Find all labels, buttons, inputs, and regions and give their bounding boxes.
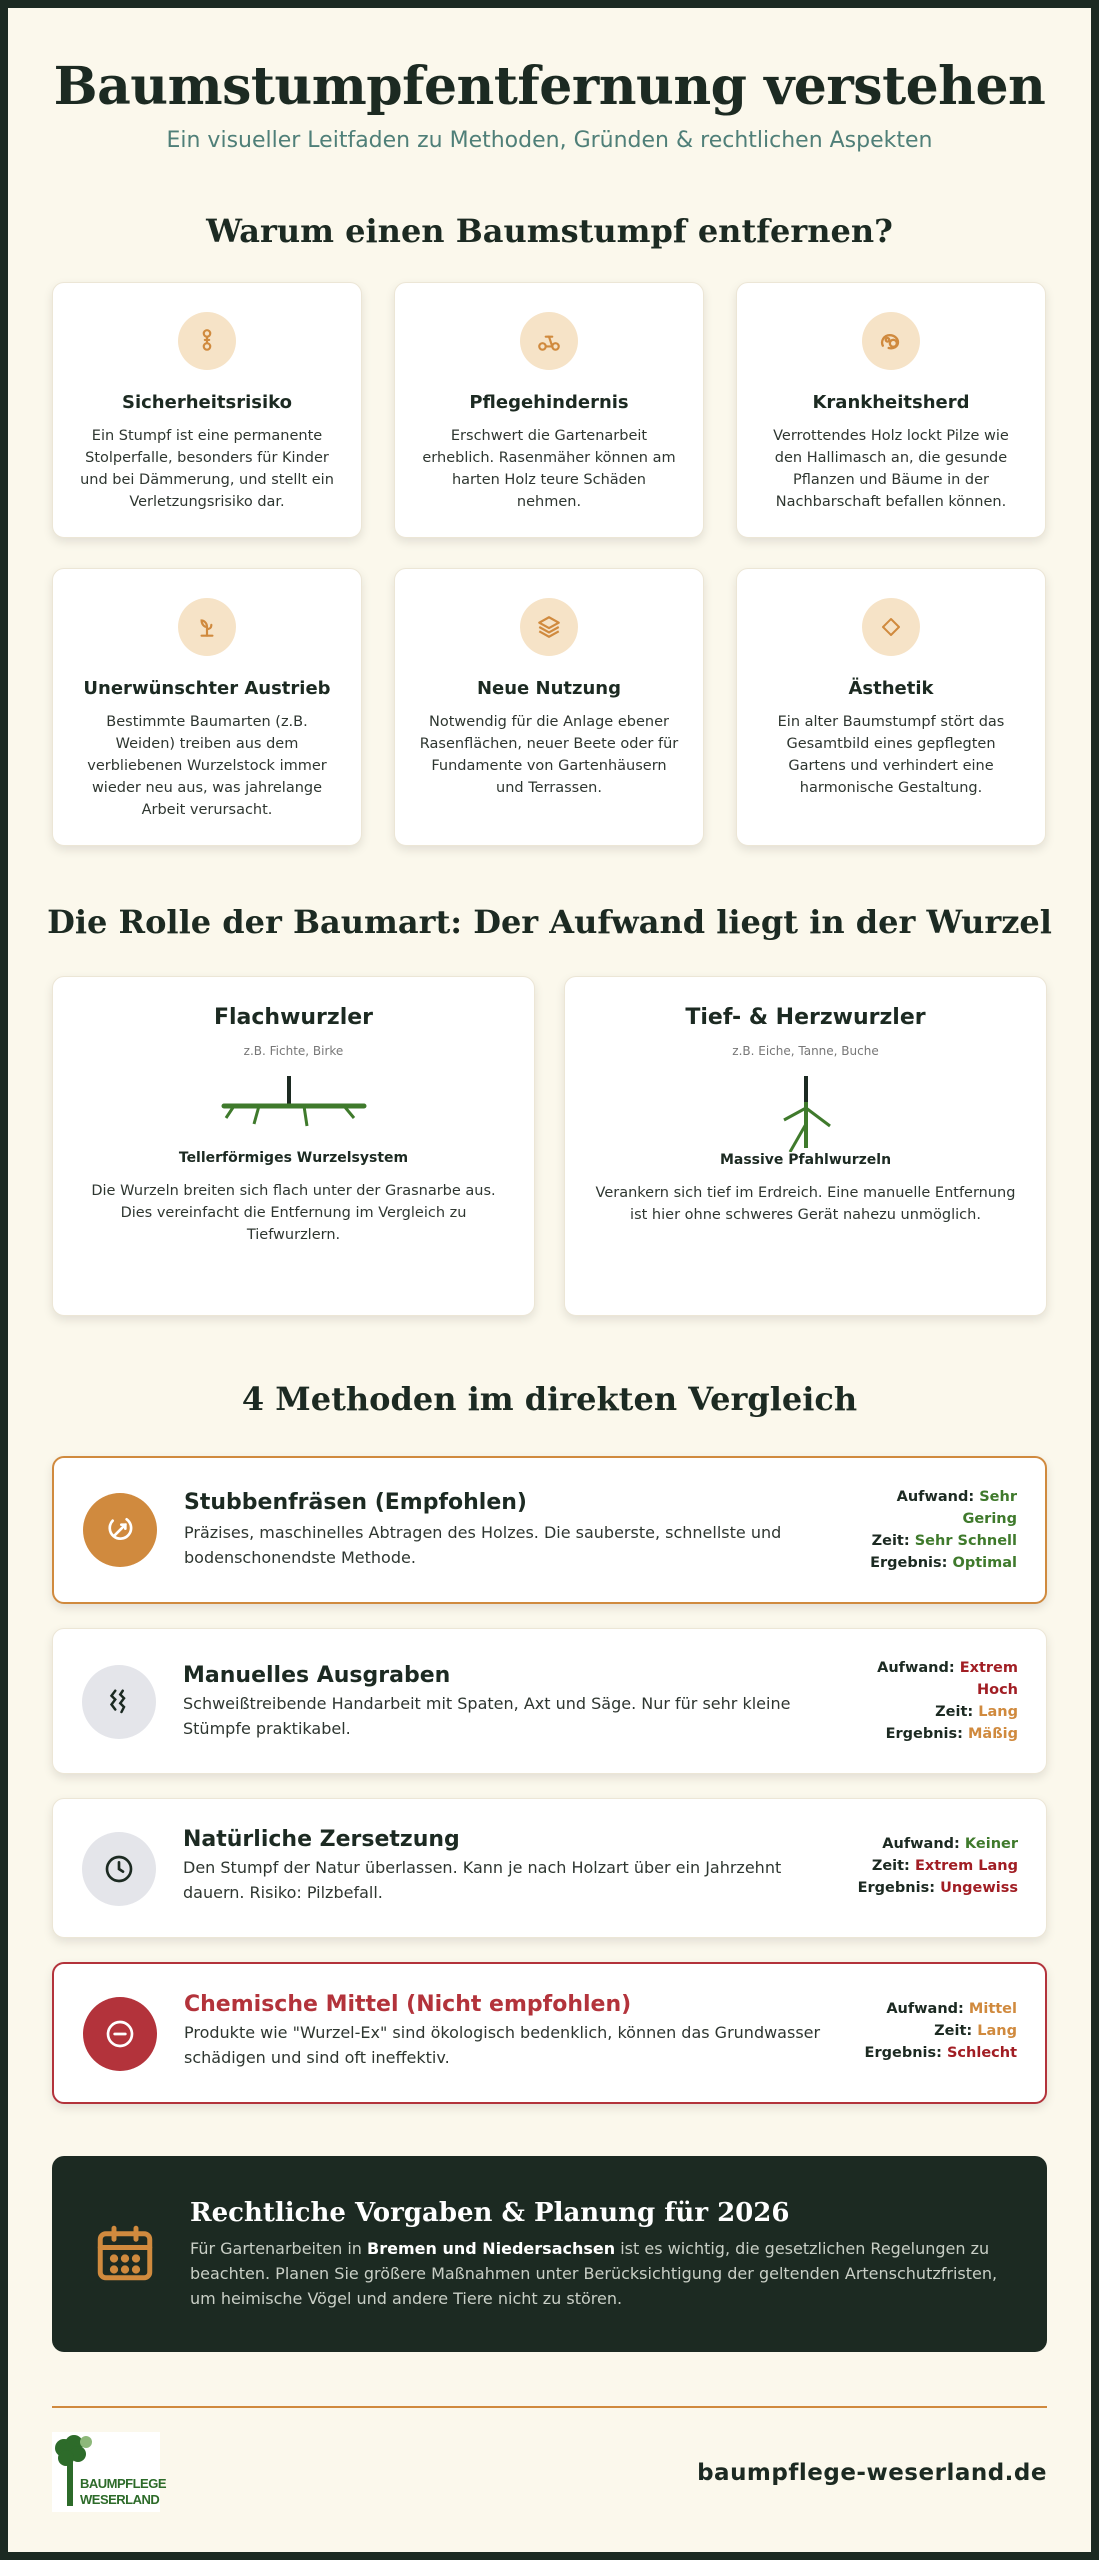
method-card-decomposition <box>52 1798 1047 1938</box>
minus-circle-icon <box>83 1997 157 2071</box>
effort-label: Aufwand: <box>877 1660 955 1676</box>
method-stats <box>847 1998 1017 2064</box>
method-title: Natürliche Zersetzung <box>183 1827 460 1852</box>
effort-label: Aufwand: <box>896 1489 975 1505</box>
effort-value: Extrem Hoch <box>959 1660 1018 1698</box>
reason-text: Erschwert die Gartenarbeit erheblich. Rasenmäher können am harten Holz teure Schäden nehmen. <box>422 428 676 510</box>
legal-info-box <box>52 2156 1047 2352</box>
sprout-icon <box>178 598 236 656</box>
result-value: Mäßig <box>968 1726 1018 1742</box>
methods-heading: 4 Methoden im direkten Vergleich <box>241 1380 858 1418</box>
effort-value: Keiner <box>964 1836 1018 1852</box>
root-title: Flachwurzler <box>213 1005 374 1030</box>
grinder-icon <box>83 1493 157 1567</box>
method-title: Chemische Mittel (Nicht empfohlen) <box>184 1992 632 2017</box>
footer-divider <box>52 2406 1047 2408</box>
root-card-deep <box>564 976 1047 1316</box>
result-value: Ungewiss <box>940 1880 1018 1896</box>
reason-card-aesthetics <box>736 568 1046 846</box>
method-card-digging <box>52 1628 1047 1774</box>
logo-line-1: BAUMPFLEGE <box>80 2476 166 2491</box>
legal-text-start: Für Gartenarbeiten in <box>190 2239 368 2258</box>
result-label: Ergebnis: <box>870 1555 948 1571</box>
reason-text: Ein alter Baumstumpf stört das Gesamtbild eines gepflegten Gartens und verhindert eine harmonische Gestaltung. <box>777 714 1005 796</box>
method-description: Schweißtreibende Handarbeit mit Spaten, Axt und Säge. Nur für sehr kleine Stümpfe praktikabel. <box>183 1694 791 1738</box>
bacteria-icon <box>862 312 920 370</box>
legal-title: Rechtliche Vorgaben & Planung für 2026 <box>190 2198 790 2228</box>
time-value: Extrem Lang <box>914 1858 1018 1874</box>
result-value: Schlecht <box>946 2045 1017 2061</box>
result-label: Ergebnis: <box>857 1880 935 1896</box>
calendar-icon <box>92 2220 158 2286</box>
reason-title: Sicherheitsrisiko <box>122 392 292 413</box>
legal-text <box>190 2236 1010 2311</box>
effort-value: Sehr Gering <box>962 1489 1017 1527</box>
method-description: Produkte wie "Wurzel-Ex" sind ökologisch bedenklich, können das Grundwasser schädigen und sind oft ineffektiv. <box>184 2023 821 2067</box>
shovel-icon <box>82 1665 156 1739</box>
root-label: Tellerförmiges Wurzelsystem <box>178 1150 409 1166</box>
method-stats <box>848 1833 1018 1899</box>
reason-title: Pflegehindernis <box>469 392 629 413</box>
root-example: z.B. Eiche, Tanne, Buche <box>732 1044 879 1058</box>
safety-icon <box>178 312 236 370</box>
diamond-icon <box>862 598 920 656</box>
method-stats <box>848 1657 1018 1745</box>
reason-title: Neue Nutzung <box>476 678 622 699</box>
reason-text: Notwendig für die Anlage ebener Rasenflächen, neuer Beete oder für Fundamente von Gartenhäusern und Terrassen. <box>419 714 679 796</box>
root-text: Verankern sich tief im Erdreich. Eine manuelle Entfernung ist hier ohne schweres Gerät nahezu unmöglich. <box>595 1185 1016 1223</box>
website-link[interactable]: baumpflege-weserland.de <box>697 2460 1047 2486</box>
result-label: Ergebnis: <box>864 2045 942 2061</box>
time-label: Zeit: <box>871 1858 910 1874</box>
time-label: Zeit: <box>871 1533 910 1549</box>
effort-label: Aufwand: <box>886 2001 964 2017</box>
time-value: Lang <box>977 2023 1017 2039</box>
reason-text: Ein Stumpf ist eine permanente Stolperfalle, besonders für Kinder und bei Dämmerung, und stellt ein Verletzungsrisiko dar. <box>80 428 334 510</box>
root-example: z.B. Fichte, Birke <box>243 1044 344 1058</box>
reason-card-disease <box>736 282 1046 538</box>
reason-card-regrowth <box>52 568 362 846</box>
shallow-root-illustration <box>214 1076 374 1136</box>
reason-card-new-use <box>394 568 704 846</box>
infographic-page <box>8 8 1091 2552</box>
reason-card-maintenance <box>394 282 704 538</box>
time-value: Sehr Schnell <box>914 1533 1017 1549</box>
reason-title: Ästhetik <box>848 678 934 699</box>
clock-icon <box>82 1832 156 1906</box>
method-stats <box>847 1486 1017 1574</box>
legal-region: Bremen und Niedersachsen <box>367 2239 616 2258</box>
result-label: Ergebnis: <box>885 1726 963 1742</box>
page-subtitle: Ein visueller Leitfaden zu Methoden, Gründen & rechtlichen Aspekten <box>166 128 933 153</box>
method-description: Den Stumpf der Natur überlassen. Kann je nach Holzart über ein Jahrzehnt dauern. Risiko: Pilzbefall. <box>183 1858 782 1902</box>
root-card-shallow <box>52 976 535 1316</box>
root-title: Tief- & Herzwurzler <box>685 1005 926 1030</box>
method-description: Präzises, maschinelles Abtragen des Holzes. Die sauberste, schnellste und bodenschonendste Methode. <box>184 1523 782 1567</box>
logo-line-2: WESERLAND <box>80 2492 160 2507</box>
roots-heading: Die Rolle der Baumart: Der Aufwand liegt in der Wurzel <box>47 903 1052 941</box>
legal-text-end: ist es wichtig, die gesetzlichen Regelungen zu beachten. Planen Sie größere Maßnahmen unter Berücksichtigung der geltenden Artenschutzfristen, um heimische Vögel und andere Tiere nicht zu stören. <box>190 2239 998 2308</box>
method-card-grinding <box>52 1456 1047 1604</box>
reason-text: Verrottendes Holz lockt Pilze wie den Hallimasch an, die gesunde Pflanzen und Bäume in der Nachbarschaft befallen können. <box>773 428 1009 510</box>
time-label: Zeit: <box>934 2023 973 2039</box>
reason-title: Unerwünschter Austrieb <box>83 678 331 699</box>
time-value: Lang <box>978 1704 1018 1720</box>
method-title: Manuelles Ausgraben <box>183 1663 451 1688</box>
effort-value: Mittel <box>968 2001 1017 2017</box>
root-label: Massive Pfahlwurzeln <box>719 1152 892 1168</box>
layers-icon <box>520 598 578 656</box>
root-text: Die Wurzeln breiten sich flach unter der Grasnarbe aus. Dies vereinfacht die Entfernung im Vergleich zu Tiefwurzlern. <box>91 1183 496 1243</box>
method-title: Stubbenfräsen (Empfohlen) <box>184 1490 527 1515</box>
reasons-heading: Warum einen Baumstumpf entfernen? <box>206 212 893 250</box>
company-logo <box>52 2432 166 2512</box>
result-value: Optimal <box>952 1555 1017 1571</box>
reason-text: Bestimmte Baumarten (z.B. Weiden) treiben aus dem verbliebenen Wurzelstock immer wieder neu aus, was jahrelange Arbeit verursacht. <box>87 714 327 818</box>
effort-label: Aufwand: <box>882 1836 960 1852</box>
page-title: Baumstumpfentfernung verstehen <box>53 56 1046 117</box>
time-label: Zeit: <box>935 1704 974 1720</box>
deep-root-illustration <box>726 1076 886 1152</box>
method-card-chemical <box>52 1962 1047 2104</box>
reason-title: Krankheitsherd <box>812 392 970 413</box>
scooter-icon <box>520 312 578 370</box>
reason-card-safety <box>52 282 362 538</box>
